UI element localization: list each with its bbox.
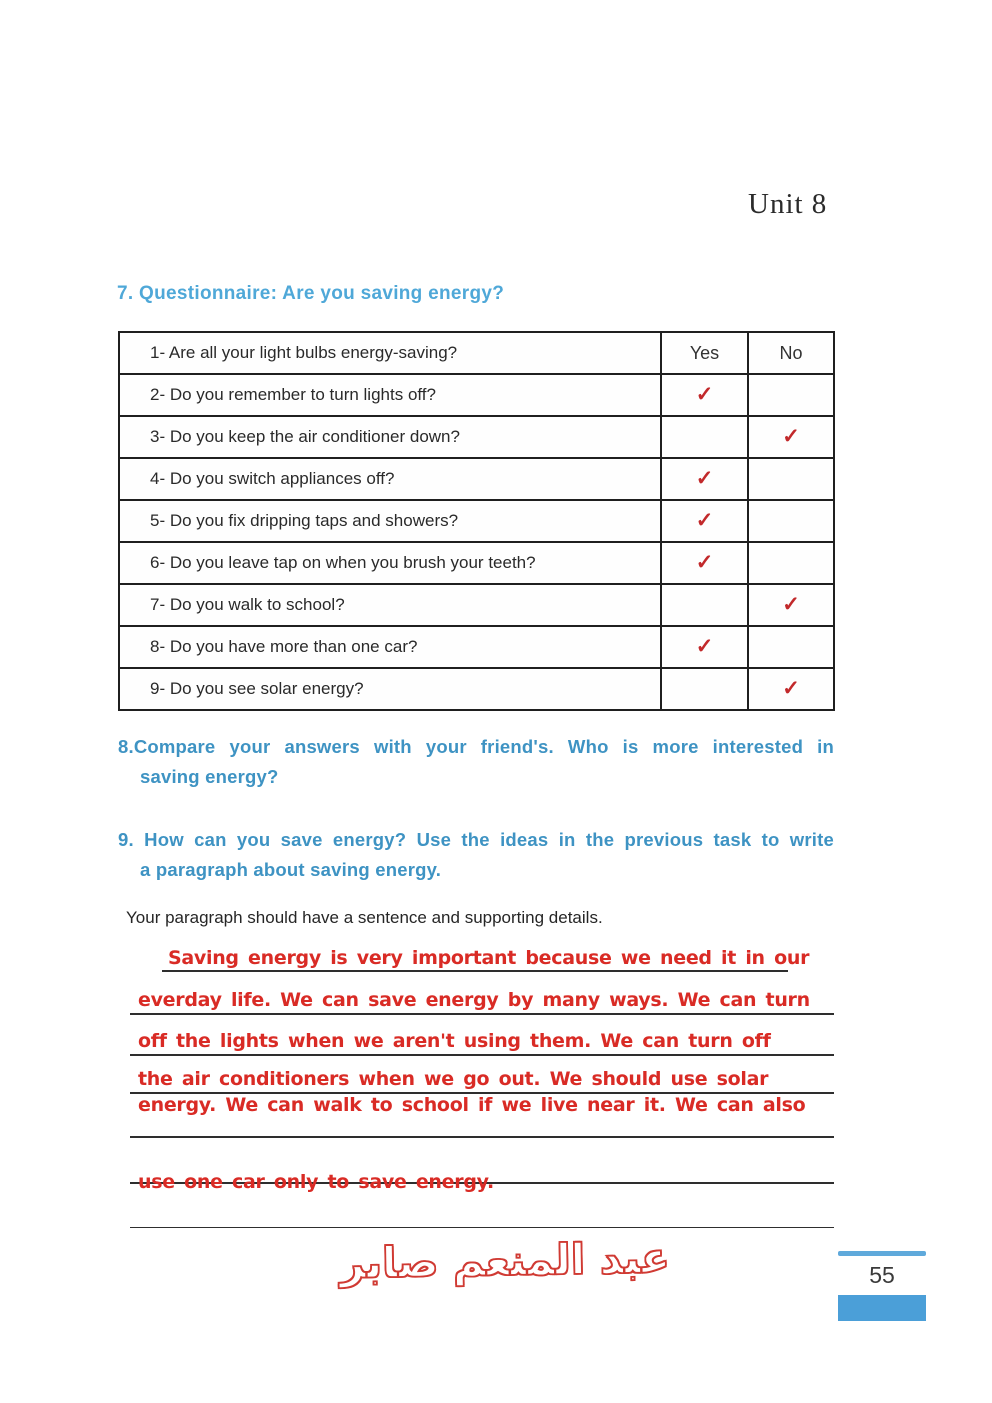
page-number-block	[838, 1251, 926, 1321]
question-cell: 9- Do you see solar energy?	[119, 668, 661, 710]
table-row	[119, 668, 834, 710]
question-cell: 3- Do you keep the air conditioner down?	[119, 416, 661, 458]
no-cell	[748, 626, 834, 668]
author-signature-text: عبد المنعم صابر	[339, 1233, 671, 1288]
section7-heading: 7. Questionnaire: Are you saving energy?	[117, 283, 505, 304]
checkmark-icon: ✓	[782, 593, 800, 616]
paragraph-instruction: Your paragraph should have a sentence and supporting details.	[126, 908, 603, 927]
section8-line2: saving energy?	[140, 766, 279, 787]
handwriting-line: off the lights when we aren't using them. We can turn off	[138, 1030, 771, 1052]
no-cell	[748, 458, 834, 500]
yes-cell	[661, 374, 748, 416]
checkmark-icon: ✓	[695, 383, 714, 406]
table-row	[119, 584, 834, 626]
ruled-line	[130, 1015, 834, 1056]
checkmark-icon: ✓	[695, 509, 714, 532]
yes-cell	[661, 458, 748, 500]
table-row	[119, 416, 834, 458]
unit-title: Unit 8	[748, 188, 828, 220]
handwriting-line: use one car only to save energy.	[138, 1171, 494, 1193]
question-cell: 1- Are all your light bulbs energy-saving?	[119, 332, 661, 374]
no-cell	[748, 584, 834, 626]
no-cell	[748, 374, 834, 416]
ruled-line	[130, 1094, 834, 1138]
ruled-line	[130, 972, 834, 1015]
no-cell	[748, 542, 834, 584]
yes-cell	[661, 626, 748, 668]
yes-cell	[661, 416, 748, 458]
question-cell: 4- Do you switch appliances off?	[119, 458, 661, 500]
table-header-row	[119, 332, 834, 374]
table-row	[119, 374, 834, 416]
section9-line2: a paragraph about saving energy.	[140, 859, 442, 880]
yes-cell	[661, 542, 748, 584]
no-column-header: No	[748, 332, 834, 374]
handwriting-line: the air conditioners when we go out. We should use solar	[138, 1068, 769, 1090]
ruled-line	[130, 1138, 834, 1193]
yes-cell	[661, 584, 748, 626]
no-cell	[748, 500, 834, 542]
checkmark-icon: ✓	[782, 677, 800, 700]
table-row	[119, 626, 834, 668]
table-row	[119, 500, 834, 542]
handwritten-paragraph	[130, 940, 834, 1228]
question-cell: 6- Do you leave tap on when you brush your teeth?	[119, 542, 661, 584]
checkmark-icon: ✓	[695, 635, 714, 658]
handwriting-line: Saving energy is very important because we need it in our	[168, 947, 810, 969]
no-cell	[748, 668, 834, 710]
checkmark-icon: ✓	[695, 551, 714, 574]
question-cell: 5- Do you fix dripping taps and showers?	[119, 500, 661, 542]
questionnaire-table	[118, 331, 835, 711]
handwriting-line: everday life. We can save energy by many ways. We can turn	[138, 989, 810, 1011]
question-cell: 2- Do you remember to turn lights off?	[119, 374, 661, 416]
checkmark-icon: ✓	[782, 425, 800, 448]
yes-cell	[661, 668, 748, 710]
yes-column-header: Yes	[661, 332, 748, 374]
section9-line1: 9. How can you save energy? Use the ideas in the previous task to write	[118, 829, 834, 850]
no-cell	[748, 416, 834, 458]
table-row	[119, 542, 834, 584]
handwriting-line: energy. We can walk to school if we live near it. We can also	[138, 1094, 806, 1116]
page-number: 55	[869, 1262, 895, 1288]
page-number-bottom-bar	[838, 1295, 926, 1321]
section8-line1: 8.Compare your answers with your friend's. Who is more interested in	[118, 736, 834, 757]
yes-cell	[661, 500, 748, 542]
question-cell: 8- Do you have more than one car?	[119, 626, 661, 668]
ruled-line	[130, 1056, 834, 1094]
section9-heading	[118, 825, 834, 885]
checkmark-icon: ✓	[695, 467, 714, 490]
section8-heading	[118, 732, 834, 792]
ruled-line	[162, 940, 810, 972]
table-row	[119, 458, 834, 500]
question-cell: 7- Do you walk to school?	[119, 584, 661, 626]
ruled-line-empty	[130, 1184, 834, 1228]
